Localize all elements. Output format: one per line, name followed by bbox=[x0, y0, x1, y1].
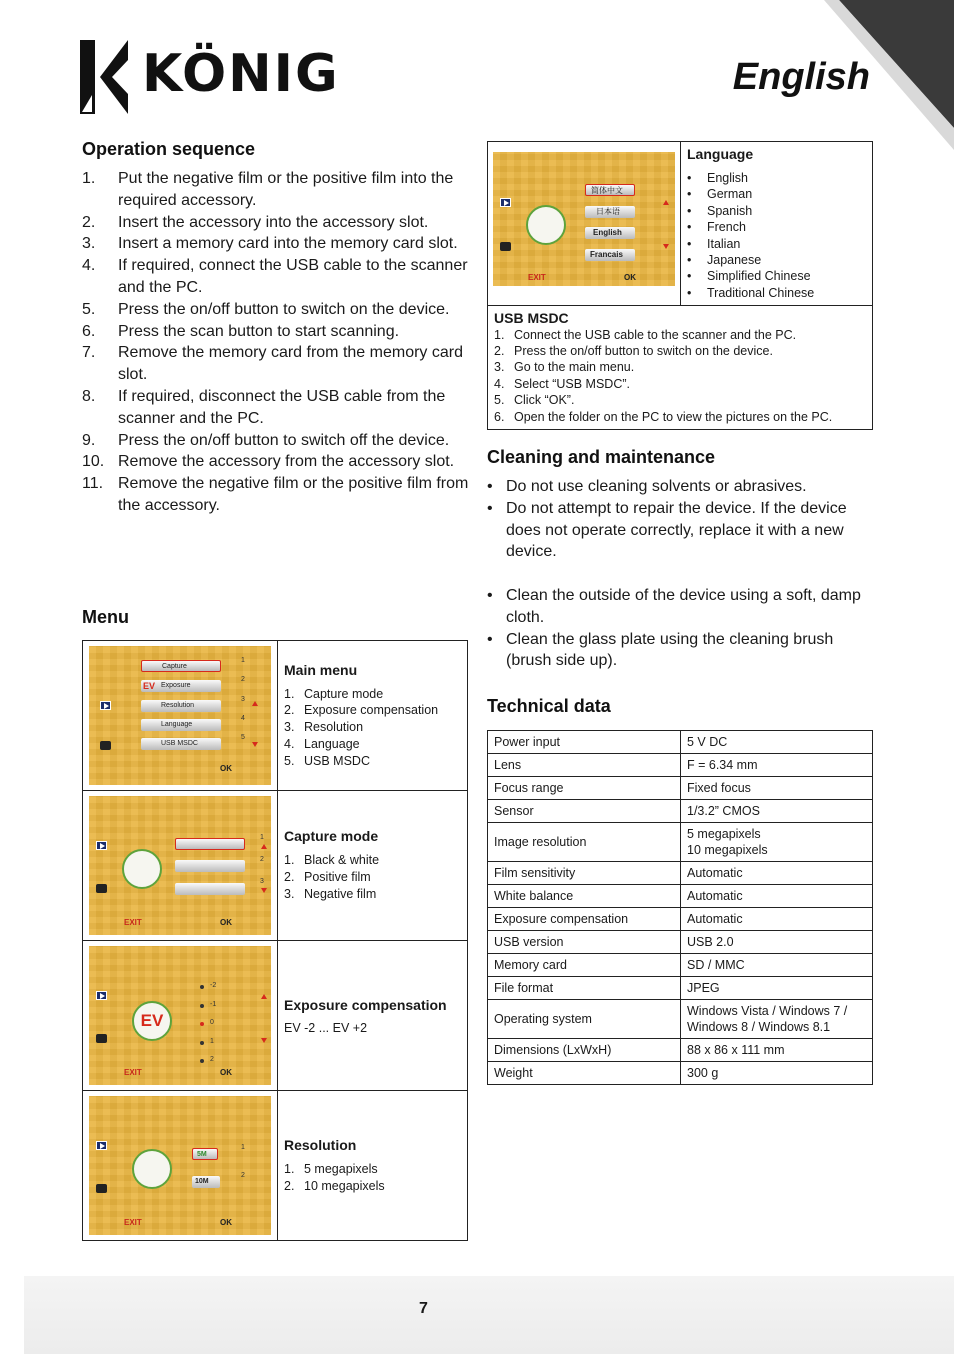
ok-label: OK bbox=[220, 918, 232, 927]
bullet: • bbox=[687, 187, 692, 202]
ev-level-label: 1 bbox=[210, 1037, 214, 1045]
resolution-icon bbox=[132, 1149, 172, 1189]
step-number: 11. bbox=[82, 475, 104, 493]
tech-value: 300 g bbox=[681, 1062, 873, 1085]
ev-level-label: -2 bbox=[210, 982, 217, 989]
scroll-down-icon bbox=[261, 1038, 267, 1043]
tech-value: 1/3.2” CMOS bbox=[681, 800, 873, 823]
item-text: Select “USB MSDC”. bbox=[514, 376, 630, 391]
item-text: Capture mode bbox=[304, 686, 384, 701]
list-item bbox=[687, 170, 866, 186]
item-text: 5 megapixels bbox=[304, 1161, 378, 1176]
list-item bbox=[487, 585, 867, 629]
step-number: 7. bbox=[82, 344, 96, 362]
tech-key: Memory card bbox=[488, 954, 681, 977]
ev-level-label: -1 bbox=[210, 1000, 217, 1008]
capture-mode-list bbox=[284, 852, 461, 902]
item-number: 2. bbox=[494, 344, 505, 359]
list-item bbox=[82, 255, 472, 299]
bullet: • bbox=[687, 220, 692, 235]
usb-msdc-title: USB MSDC bbox=[494, 310, 569, 327]
step-text: Remove the negative film or the positive film from the accessory. bbox=[118, 475, 469, 514]
bullet: • bbox=[487, 499, 493, 517]
item-number: 2. bbox=[284, 870, 295, 885]
item-number: 2. bbox=[284, 1178, 295, 1193]
screen-lang-option: English bbox=[585, 227, 635, 239]
tech-key: Weight bbox=[488, 1062, 681, 1085]
list-item bbox=[487, 476, 867, 498]
tech-key: USB version bbox=[488, 931, 681, 954]
menu-row-capture bbox=[83, 791, 468, 941]
tech-value: Automatic bbox=[681, 908, 873, 931]
camera-icon bbox=[96, 1184, 107, 1193]
callout-3: 3 bbox=[241, 696, 245, 703]
list-item bbox=[82, 299, 472, 321]
screen-menu-resolution bbox=[141, 700, 221, 712]
list-item bbox=[284, 1178, 461, 1195]
tech-value: 5 megapixels 10 megapixels bbox=[681, 823, 873, 862]
item-number: 1. bbox=[284, 1161, 295, 1176]
resolution-list bbox=[284, 1161, 461, 1195]
exit-label: EXIT bbox=[528, 273, 546, 282]
ev-dot bbox=[200, 1004, 204, 1008]
playback-icon bbox=[96, 1141, 107, 1150]
konig-k-mark-icon bbox=[80, 40, 132, 114]
item-number: 2. bbox=[284, 703, 295, 718]
list-item bbox=[284, 686, 461, 703]
item-text: 10 megapixels bbox=[304, 1178, 385, 1193]
callout-1: 1 bbox=[260, 834, 264, 841]
table-row bbox=[488, 862, 873, 885]
playback-icon bbox=[500, 198, 511, 207]
list-item bbox=[494, 343, 866, 359]
technical-heading: Technical data bbox=[487, 696, 611, 716]
table-row bbox=[488, 754, 873, 777]
exposure-range-text: EV -2 ... EV +2 bbox=[284, 1020, 368, 1035]
list-item bbox=[284, 1161, 461, 1178]
tech-value: USB 2.0 bbox=[681, 931, 873, 954]
step-number: 3. bbox=[82, 235, 96, 253]
operation-heading: Operation sequence bbox=[82, 139, 256, 159]
bullet: • bbox=[687, 269, 692, 284]
cleaning-heading: Cleaning and maintenance bbox=[487, 447, 716, 467]
screen-menu-capture bbox=[141, 660, 221, 672]
step-text: Press the on/off button to switch on the device. bbox=[118, 300, 450, 318]
item-number: 1. bbox=[494, 327, 505, 342]
list-item bbox=[82, 321, 472, 343]
tech-value: Automatic bbox=[681, 885, 873, 908]
screen-menu-exposure bbox=[141, 680, 221, 692]
tech-key: Operating system bbox=[488, 1000, 681, 1039]
tech-key: Exposure compensation bbox=[488, 908, 681, 931]
language-title: Language bbox=[687, 146, 754, 162]
scroll-down-icon bbox=[663, 244, 669, 249]
item-number: 3. bbox=[284, 886, 295, 901]
tech-key: Lens bbox=[488, 754, 681, 777]
list-item bbox=[687, 203, 866, 219]
camera-icon bbox=[96, 884, 107, 893]
callout-1: 1 bbox=[241, 657, 245, 664]
screen-lang-option: 日本语 bbox=[585, 206, 635, 218]
tech-value: F = 6.34 mm bbox=[681, 754, 873, 777]
scroll-up-icon bbox=[261, 844, 267, 849]
item-text: Japanese bbox=[707, 253, 762, 268]
footer-band bbox=[24, 1276, 954, 1354]
table-row bbox=[488, 885, 873, 908]
scroll-up-icon bbox=[261, 994, 267, 999]
list-item bbox=[487, 629, 867, 673]
language-screenshot bbox=[493, 152, 675, 286]
item-number: 3. bbox=[494, 360, 505, 375]
page-number: 7 bbox=[419, 1300, 428, 1317]
table-row bbox=[488, 954, 873, 977]
screen-lang-option: Francais bbox=[585, 249, 635, 261]
item-text: Clean the glass plate using the cleaning brush (brush side up). bbox=[506, 630, 834, 670]
language-usb-table bbox=[487, 141, 873, 430]
list-item bbox=[687, 236, 866, 252]
list-item bbox=[687, 219, 866, 235]
table-row bbox=[488, 823, 873, 862]
list-item bbox=[82, 451, 472, 473]
operation-steps-list bbox=[82, 168, 472, 517]
tech-value: Automatic bbox=[681, 862, 873, 885]
item-text: USB MSDC bbox=[304, 753, 370, 768]
scroll-up-icon bbox=[252, 701, 258, 706]
page-language-title: English bbox=[732, 56, 870, 98]
ev-dot bbox=[200, 1041, 204, 1045]
step-number: 8. bbox=[82, 387, 96, 405]
item-number: 3. bbox=[284, 720, 295, 735]
brand-wordmark: KÖNIG bbox=[142, 44, 340, 104]
scroll-up-icon bbox=[663, 200, 669, 205]
table-row bbox=[488, 777, 873, 800]
scroll-down-icon bbox=[252, 742, 258, 747]
language-list bbox=[687, 170, 866, 301]
screen-menu-language bbox=[141, 719, 221, 731]
list-item bbox=[284, 702, 461, 719]
ev-level-label: 0 bbox=[210, 1019, 214, 1026]
item-number: 5. bbox=[494, 393, 505, 408]
callout-5: 5 bbox=[241, 734, 245, 741]
table-row bbox=[488, 731, 873, 754]
bullet: • bbox=[687, 171, 692, 185]
item-text: Clean the outside of the device using a soft, damp cloth. bbox=[506, 586, 861, 626]
list-item bbox=[82, 212, 472, 234]
list-item bbox=[82, 386, 472, 430]
item-number: 1. bbox=[284, 686, 295, 701]
table-row bbox=[488, 1062, 873, 1085]
step-number: 4. bbox=[82, 257, 96, 275]
list-item bbox=[687, 186, 866, 202]
item-text: Connect the USB cable to the scanner and the PC. bbox=[514, 327, 797, 342]
tech-key: Film sensitivity bbox=[488, 862, 681, 885]
ev-level-label: 2 bbox=[210, 1056, 214, 1063]
list-item bbox=[284, 719, 461, 736]
playback-icon bbox=[100, 701, 111, 710]
tech-value: SD / MMC bbox=[681, 954, 873, 977]
screen-option-bw bbox=[175, 838, 245, 850]
capture-mode-title: Capture mode bbox=[284, 828, 379, 845]
callout-2: 2 bbox=[260, 856, 264, 863]
table-row bbox=[488, 977, 873, 1000]
callout-1: 1 bbox=[241, 1144, 245, 1151]
step-number: 5. bbox=[82, 300, 96, 318]
item-text: Press the on/off button to switch on the device. bbox=[514, 344, 773, 359]
table-row bbox=[488, 908, 873, 931]
list-spacer bbox=[487, 563, 867, 585]
list-item bbox=[687, 285, 866, 301]
item-text: Italian bbox=[707, 236, 741, 251]
main-menu-title: Main menu bbox=[284, 661, 358, 678]
bullet: • bbox=[687, 285, 692, 300]
screen-label: Capture bbox=[162, 663, 187, 670]
bullet: • bbox=[487, 478, 493, 495]
list-item bbox=[82, 233, 472, 255]
list-item bbox=[494, 327, 866, 343]
tech-key: Dimensions (LxWxH) bbox=[488, 1039, 681, 1062]
tech-key: Focus range bbox=[488, 777, 681, 800]
screen-lang-option: 简体中文 bbox=[585, 184, 635, 196]
screen-label: USB MSDC bbox=[161, 740, 198, 747]
list-item bbox=[284, 886, 461, 903]
usb-msdc-list bbox=[494, 327, 866, 425]
list-item bbox=[284, 753, 461, 770]
item-text: Do not use cleaning solvents or abrasives. bbox=[506, 478, 807, 495]
screen-label: Resolution bbox=[161, 702, 195, 709]
table-row bbox=[488, 1000, 873, 1039]
playback-icon bbox=[96, 991, 107, 1000]
ok-label: OK bbox=[220, 1218, 232, 1227]
exit-label: EXIT bbox=[124, 1218, 142, 1227]
bullet: • bbox=[687, 253, 692, 268]
bullet: • bbox=[487, 586, 493, 604]
main-menu-list bbox=[284, 686, 461, 770]
item-text: Go to the main menu. bbox=[514, 360, 635, 375]
step-text: Press the on/off button to switch off the device. bbox=[118, 431, 450, 449]
list-item bbox=[494, 392, 866, 408]
list-item bbox=[82, 473, 472, 517]
main-menu-screenshot bbox=[89, 646, 271, 785]
item-text: Traditional Chinese bbox=[707, 285, 815, 300]
tech-value: Fixed focus bbox=[681, 777, 873, 800]
list-item bbox=[494, 376, 866, 392]
menu-row-resolution bbox=[83, 1091, 468, 1241]
item-text: Click “OK”. bbox=[514, 393, 575, 408]
menu-row-main bbox=[83, 641, 468, 791]
exposure-screenshot bbox=[89, 946, 271, 1085]
list-item bbox=[284, 852, 461, 869]
step-number: 6. bbox=[82, 322, 96, 340]
item-text: Resolution bbox=[304, 720, 364, 735]
list-item bbox=[82, 430, 472, 452]
list-item bbox=[284, 736, 461, 753]
list-item bbox=[487, 498, 867, 563]
table-row bbox=[488, 1039, 873, 1062]
callout-2: 2 bbox=[241, 676, 245, 683]
tech-value: Windows Vista / Windows 7 / Windows 8 / Windows 8.1 bbox=[681, 1000, 873, 1039]
language-row bbox=[488, 142, 873, 306]
step-number: 1. bbox=[82, 170, 96, 187]
konig-logo bbox=[80, 40, 340, 114]
menu-heading: Menu bbox=[82, 607, 129, 627]
callout-2: 2 bbox=[241, 1172, 245, 1179]
list-item bbox=[494, 359, 866, 375]
item-text: Black & white bbox=[304, 853, 380, 868]
tech-key: Image resolution bbox=[488, 823, 681, 862]
item-number: 1. bbox=[284, 853, 295, 868]
list-item bbox=[284, 869, 461, 886]
screen-label: Exposure bbox=[161, 682, 191, 689]
item-text: German bbox=[707, 187, 753, 202]
camera-icon bbox=[500, 242, 511, 251]
step-text: Insert a memory card into the memory card slot. bbox=[118, 235, 458, 253]
screen-option-positive bbox=[175, 860, 245, 872]
step-text: Press the scan button to start scanning. bbox=[118, 322, 400, 340]
resolution-title: Resolution bbox=[284, 1136, 357, 1153]
cleaning-list bbox=[487, 476, 867, 672]
tech-value: 5 V DC bbox=[681, 731, 873, 754]
table-row bbox=[488, 931, 873, 954]
bullet: • bbox=[487, 630, 493, 648]
camera-icon bbox=[96, 1034, 107, 1043]
screen-option-negative bbox=[175, 883, 245, 895]
usb-row bbox=[488, 306, 873, 430]
ev-badge: EV bbox=[143, 681, 156, 691]
ok-label: OK bbox=[220, 764, 232, 773]
item-text: Open the folder on the PC to view the pictures on the PC. bbox=[514, 409, 833, 424]
ev-dot bbox=[200, 1059, 204, 1063]
menu-table bbox=[82, 640, 468, 1241]
tech-key: Power input bbox=[488, 731, 681, 754]
callout-4: 4 bbox=[241, 715, 245, 722]
tech-key: File format bbox=[488, 977, 681, 1000]
capture-mode-icon bbox=[122, 849, 162, 889]
ev-dot bbox=[200, 1022, 204, 1026]
step-number: 10. bbox=[82, 453, 105, 471]
screen-option-5m: 5M bbox=[192, 1148, 218, 1160]
language-globe-icon bbox=[526, 205, 566, 245]
step-number: 2. bbox=[82, 213, 96, 231]
camera-icon bbox=[100, 741, 111, 750]
screen-option-10m: 10M bbox=[192, 1176, 220, 1188]
item-text: Simplified Chinese bbox=[707, 269, 811, 284]
step-text: Remove the memory card from the memory card slot. bbox=[118, 344, 463, 384]
ok-label: OK bbox=[220, 1068, 232, 1077]
step-text: If required, disconnect the USB cable from the scanner and the PC. bbox=[118, 387, 446, 427]
exit-label: EXIT bbox=[124, 1068, 142, 1077]
list-item bbox=[82, 342, 472, 386]
screen-menu-usb bbox=[141, 738, 221, 750]
step-number: 9. bbox=[82, 431, 96, 449]
list-item bbox=[82, 168, 472, 212]
item-number: 6. bbox=[494, 409, 505, 424]
tech-value: 88 x 86 x 111 mm bbox=[681, 1039, 873, 1062]
step-text: If required, connect the USB cable to the scanner and the PC. bbox=[118, 257, 468, 296]
screen-label: Language bbox=[161, 721, 193, 728]
ok-label: OK bbox=[624, 273, 636, 282]
item-number: 4. bbox=[284, 736, 295, 751]
exposure-title: Exposure compensation bbox=[284, 996, 447, 1013]
resolution-screenshot bbox=[89, 1096, 271, 1235]
step-text: Put the negative film or the positive film into the required accessory. bbox=[118, 170, 454, 209]
item-number: 5. bbox=[284, 753, 295, 768]
item-text: Language bbox=[304, 736, 360, 751]
item-number: 4. bbox=[494, 376, 505, 391]
list-item bbox=[494, 409, 866, 425]
item-text: English bbox=[707, 171, 748, 185]
technical-data-table bbox=[487, 730, 873, 1085]
item-text: Positive film bbox=[304, 870, 371, 885]
ev-dot bbox=[200, 985, 204, 989]
item-text: French bbox=[707, 220, 746, 235]
step-text: Insert the accessory into the accessory slot. bbox=[118, 213, 429, 231]
bullet: • bbox=[687, 203, 692, 218]
step-text: Remove the accessory from the accessory slot. bbox=[118, 453, 455, 471]
menu-row-exposure bbox=[83, 941, 468, 1091]
item-text: Exposure compensation bbox=[304, 703, 439, 718]
tech-value: JPEG bbox=[681, 977, 873, 1000]
list-item bbox=[687, 252, 866, 268]
callout-3: 3 bbox=[260, 878, 264, 885]
capture-mode-screenshot bbox=[89, 796, 271, 935]
scroll-down-icon bbox=[261, 888, 267, 893]
item-text: Negative film bbox=[304, 886, 377, 901]
ev-icon: EV bbox=[132, 1001, 172, 1041]
item-text: Spanish bbox=[707, 203, 753, 218]
item-text: Do not attempt to repair the device. If the device does not operate correctly, replace it with a new device. bbox=[506, 499, 847, 561]
tech-key: White balance bbox=[488, 885, 681, 908]
list-item bbox=[687, 268, 866, 284]
table-row bbox=[488, 800, 873, 823]
bullet: • bbox=[687, 236, 692, 251]
tech-key: Sensor bbox=[488, 800, 681, 823]
exit-label: EXIT bbox=[124, 918, 142, 927]
playback-icon bbox=[96, 841, 107, 850]
